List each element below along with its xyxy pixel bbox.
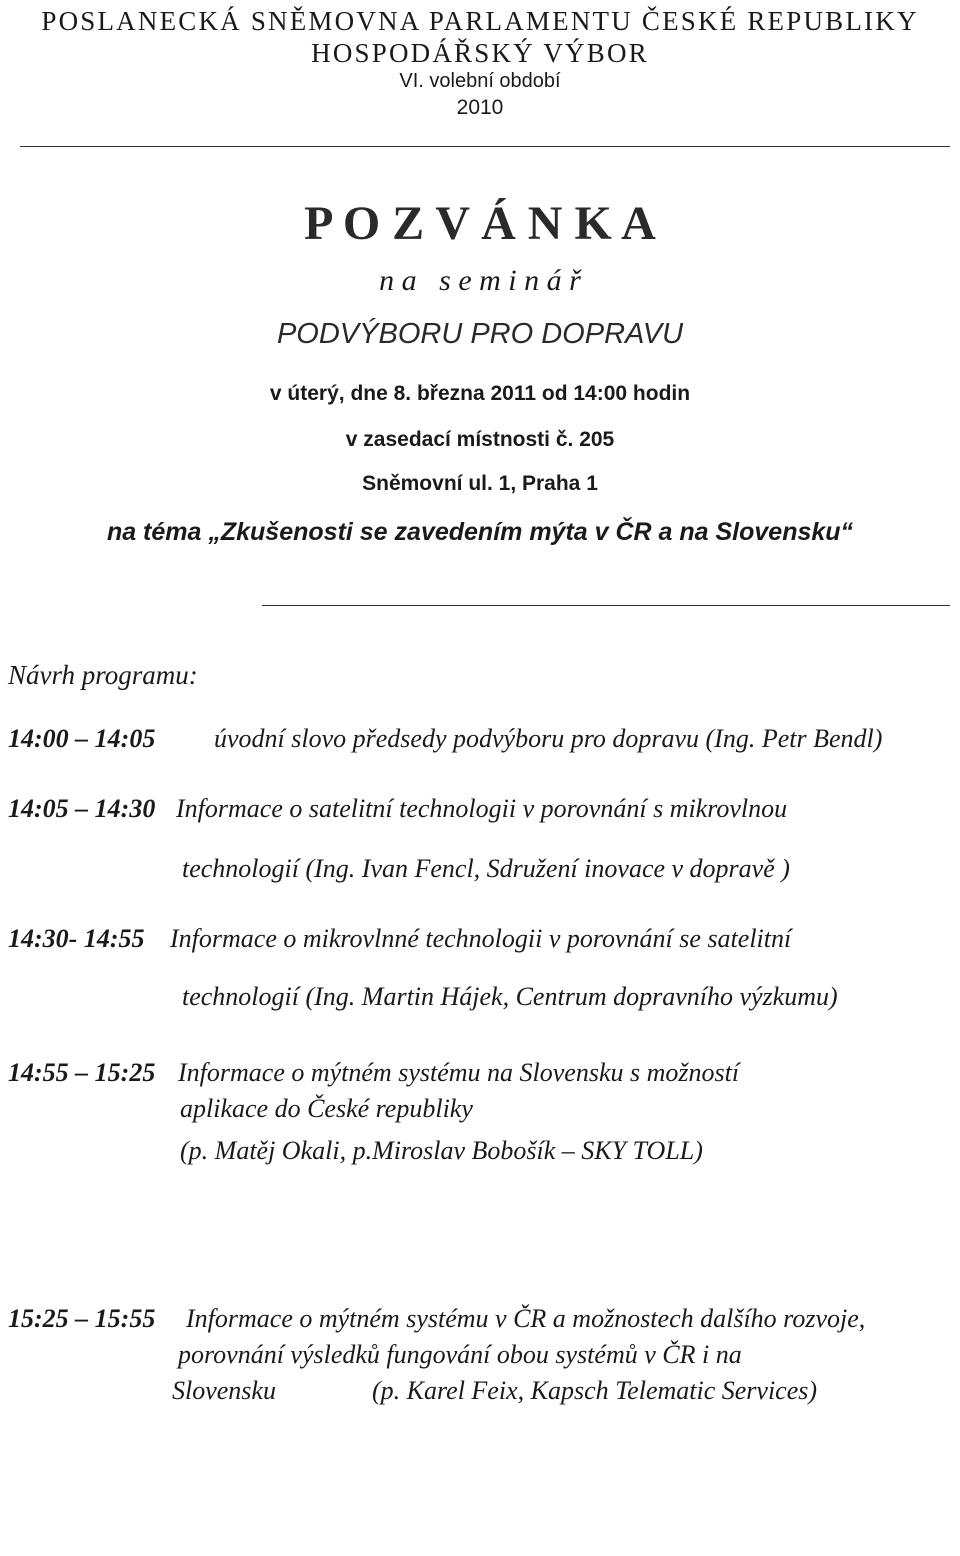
program-divider: [262, 605, 950, 606]
program-description: úvodní slovo předsedy podvýboru pro dopravu (Ing. Petr Bendl): [214, 724, 883, 753]
program-description: Slovensku: [172, 1376, 276, 1405]
committee-name: HOSPODÁŘSKÝ VÝBOR: [311, 38, 649, 68]
program-description: (p. Karel Feix, Kapsch Telematic Services): [372, 1376, 818, 1405]
electoral-term: VI. volební období: [399, 70, 561, 92]
program-time: 15:25 – 15:55: [8, 1304, 156, 1333]
program-description: aplikace do České republiky: [180, 1094, 473, 1123]
year: 2010: [456, 96, 504, 119]
program-description: Informace o mýtném systému v ČR a možnostech dalšího rozvoje,: [186, 1304, 866, 1333]
institution-name: POSLANECKÁ SNĚMOVNA PARLAMENTU ČESKÉ REPUBLIKY: [41, 6, 919, 36]
organizer: PODVÝBORU PRO DOPRAVU: [276, 318, 684, 350]
invitation-title: P O Z V Á N K A: [304, 197, 656, 250]
invitation-subtitle: n a s e m i n á ř: [379, 264, 581, 297]
program-heading: Návrh programu:: [8, 660, 198, 690]
program-time: 14:55 – 15:25: [8, 1058, 156, 1087]
program-description: Informace o mikrovlnné technologii v porovnání se satelitní: [170, 924, 792, 953]
address-line: Sněmovní ul. 1, Praha 1: [362, 472, 598, 495]
program-description: (p. Matěj Okali, p.Miroslav Bobošík – SKY TOLL): [180, 1136, 703, 1165]
program-description: technologií (Ing. Martin Hájek, Centrum dopravního výzkumu): [182, 982, 838, 1011]
topic-line: na téma „Zkušenosti se zavedením mýta v ČR a na Slovensku“: [106, 518, 854, 546]
date-line: v úterý, dne 8. března 2011 od 14:00 hodin: [269, 382, 691, 405]
program-time: 14:00 – 14:05: [8, 724, 156, 753]
program-description: Informace o satelitní technologii v porovnání s mikrovlnou: [176, 794, 788, 823]
program-description: technologií (Ing. Ivan Fencl, Sdružení inovace v dopravě ): [182, 854, 790, 883]
header-divider: [20, 146, 950, 147]
program-time: 14:30- 14:55: [8, 924, 145, 953]
program-description: Informace o mýtném systému na Slovensku s možností: [178, 1058, 740, 1087]
program-time: 14:05 – 14:30: [8, 794, 156, 823]
room-line: v zasedací místnosti č. 205: [345, 428, 615, 451]
program-description: porovnání výsledků fungování obou systémů v ČR i na: [178, 1340, 742, 1369]
